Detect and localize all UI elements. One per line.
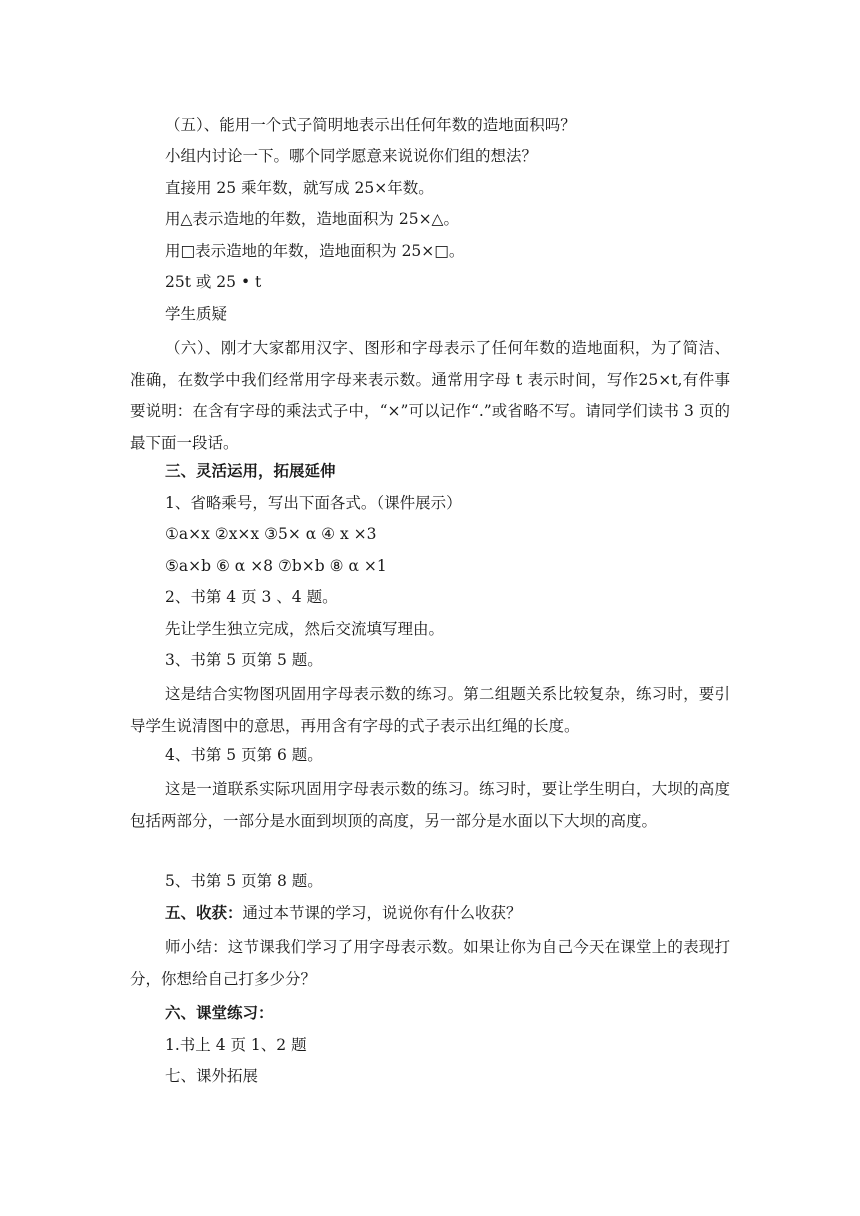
paragraph-line: 4、书第 5 页第 6 题。 [165, 746, 323, 764]
paragraph-line: 25t 或 25 • t [165, 273, 262, 291]
paragraph-line: 学生质疑 [165, 305, 228, 323]
paragraph-line: 1、省略乘号，写出下面各式。（课件展示） [165, 494, 462, 512]
section-six-heading: 六、课堂练习： [165, 1004, 274, 1022]
summary-paragraph: 师小结：这节课我们学习了用字母表示数。如果让你为自己今天在课堂上的表现打分，你想给自己打多少分？ [130, 938, 730, 988]
exercise-row: ①a×x ②x×x ③5× α ④ x ×3 [165, 525, 377, 543]
section-five-heading: 五、收获： [165, 904, 243, 922]
paragraph-line: 2、书第 4 页 3 、4 题。 [165, 588, 338, 606]
section-five-question: （五）、能用一个式子简明地表示出任何年数的造地面积吗？ [165, 116, 576, 134]
exercise-row: ⑤a×b ⑥ α ×8 ⑦b×b ⑧ α ×1 [165, 557, 387, 575]
paragraph-line: 小组内讨论一下。哪个同学愿意来说说你们组的想法？ [165, 147, 538, 165]
section-five-line [165, 903, 522, 923]
paragraph-line: 直接用 25 乘年数，就写成 25×年数。 [165, 179, 434, 197]
section-six-paragraph: （六）、刚才大家都用汉字、图形和字母表示了任何年数的造地面积，为了简洁、准确，在数学中我们经常用字母来表示数。通常用字母 t 表示时间，写作25×t,有件事要说明：在含有字母的乘法式子中，“×”可以记作“.”或省略不写。请同学们读书 3 页的最下面一段话。 [130, 339, 730, 452]
section-seven-heading: 七、课外拓展 [165, 1067, 259, 1085]
section-three-heading: 三、灵活运用，拓展延伸 [165, 462, 336, 480]
paragraph-line: 先让学生独立完成，然后交流填写理由。 [165, 620, 445, 638]
paragraph-block: 这是结合实物图巩固用字母表示数的练习。第二组题关系比较复杂，练习时，要引导学生说清图中的意思，再用含有字母的式子表示出红绳的长度。 [130, 685, 730, 735]
paragraph-line: 用△表示造地的年数，造地面积为 25×△。 [165, 210, 459, 228]
paragraph-line: 1.书上 4 页 1、2 题 [165, 1036, 307, 1054]
paragraph-line: 用□表示造地的年数，造地面积为 25×□。 [165, 242, 465, 260]
section-five-text: 通过本节课的学习，说说你有什么收获？ [242, 904, 522, 922]
paragraph-block: 这是一道联系实际巩固用字母表示数的练习。练习时，要让学生明白，大坝的高度包括两部分，一部分是水面到坝顶的高度，另一部分是水面以下大坝的高度。 [130, 780, 730, 830]
paragraph-line: 5、书第 5 页第 8 题。 [165, 872, 323, 890]
paragraph-line: 3、书第 5 页第 5 题。 [165, 651, 323, 669]
